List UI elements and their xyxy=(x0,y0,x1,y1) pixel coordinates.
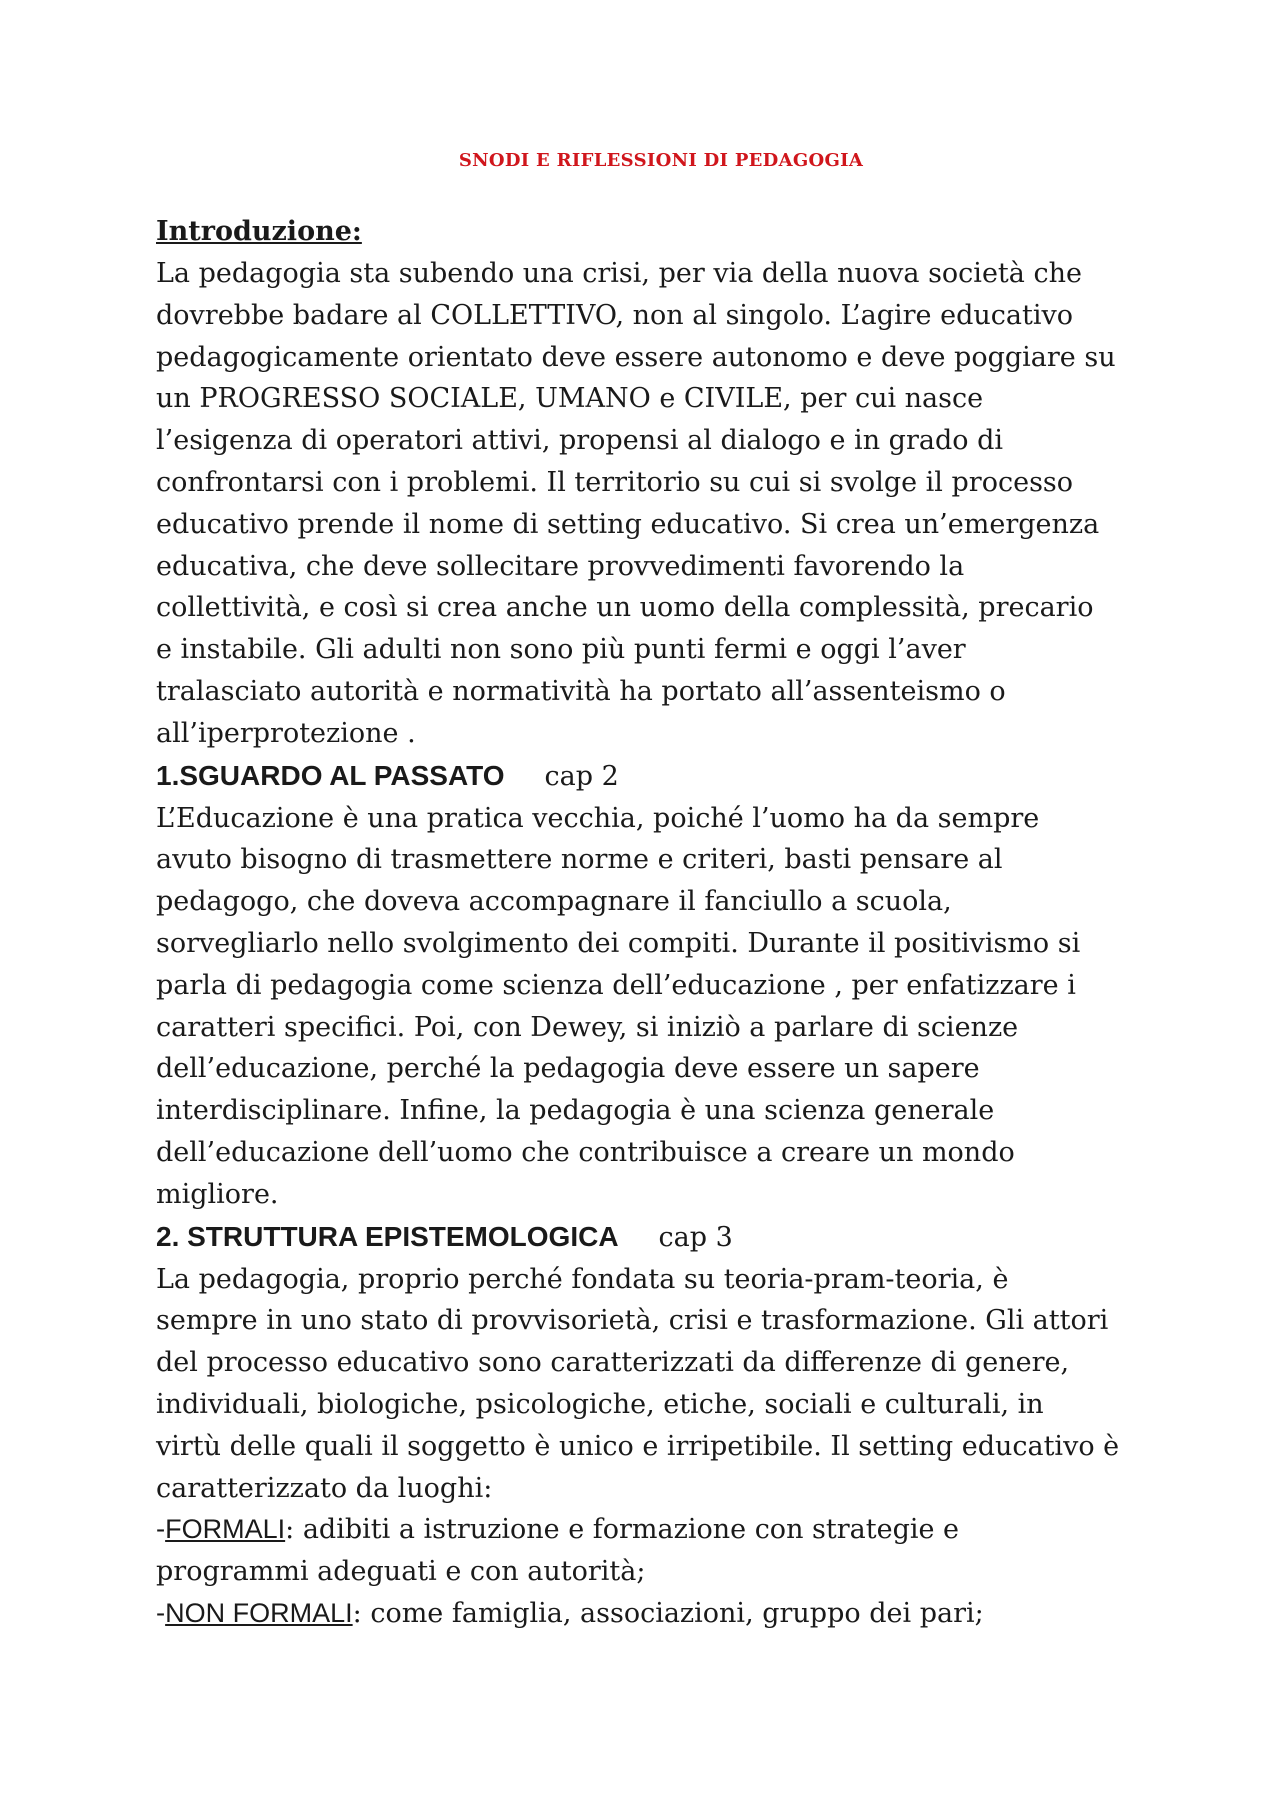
paragraph-line: sorvegliarlo nello svolgimento dei compiti. Durante il positivismo si xyxy=(156,927,1081,959)
intro-heading: Introduzione: xyxy=(156,216,362,247)
paragraph-line: La pedagogia sta subendo una crisi, per via della nuova società che xyxy=(156,258,1082,289)
paragraph-line: confrontarsi con i problemi. Il territorio su cui si svolge il processo xyxy=(156,466,1074,498)
list-item-formali xyxy=(156,1509,1196,1593)
paragraph-line: virtù delle quali il soggetto è unico e irripetibile. Il setting educativo è xyxy=(156,1430,1120,1462)
paragraph-line: interdisciplinare. Infine, la pedagogia è una scienza generale xyxy=(156,1095,995,1127)
document-page xyxy=(156,150,1196,1635)
section-heading xyxy=(156,1216,1196,1259)
section-title: 1.SGUARDO AL PASSATO xyxy=(156,759,505,791)
paragraph-line: all’iperprotezione . xyxy=(156,717,416,749)
section-paragraph xyxy=(156,1259,1196,1510)
intro-section xyxy=(156,211,1196,755)
list-prefix: - xyxy=(156,1514,166,1546)
list-item-line xyxy=(156,1509,1196,1551)
chapter-reference: cap 3 xyxy=(658,1221,733,1253)
paragraph-line: individuali, biologiche, psicologiche, etiche, sociali e culturali, in xyxy=(156,1388,1044,1420)
list-item-line xyxy=(156,1593,1196,1635)
section-heading xyxy=(156,755,1196,798)
paragraph-line: tralasciato autorità e normatività ha portato all’assenteismo o xyxy=(156,675,1006,707)
paragraph-line: educativa, che deve sollecitare provvedimenti favorendo la xyxy=(156,550,965,582)
section-title: 2. STRUTTURA EPISTEMOLOGICA xyxy=(156,1220,619,1252)
paragraph-line: migliore. xyxy=(156,1178,279,1210)
paragraph-line: pedagogo, che doveva accompagnare il fanciullo a scuola, xyxy=(156,886,952,918)
paragraph-line: dell’educazione, perché la pedagogia deve essere un sapere xyxy=(156,1053,980,1085)
paragraph-line: pedagogicamente orientato deve essere autonomo e deve poggiare su xyxy=(156,341,1116,373)
paragraph-line: collettività, e così si crea anche un uomo della complessità, precario xyxy=(156,592,1094,624)
document-title: SNODI E RIFLESSIONI DI PEDAGOGIA xyxy=(458,150,864,171)
paragraph-line: educativo prende il nome di setting educativo. Si crea un’emergenza xyxy=(156,508,1100,540)
list-term: FORMALI xyxy=(165,1514,286,1545)
section-paragraph xyxy=(156,798,1196,1216)
paragraph-line: dovrebbe badare al COLLETTIVO, non al singolo. L’agire educativo xyxy=(156,299,1073,331)
paragraph-line: sempre in uno stato di provvisorietà, crisi e trasformazione. Gli attori xyxy=(156,1305,1109,1337)
paragraph-line: parla di pedagogia come scienza dell’educazione , per enfatizzare i xyxy=(156,969,1076,1001)
paragraph-line: del processo educativo sono caratterizzati da differenze di genere, xyxy=(156,1347,1070,1379)
paragraph-line: un PROGRESSO SOCIALE, UMANO e CIVILE, per cui nasce xyxy=(156,383,984,415)
list-item-non-formali xyxy=(156,1593,1196,1635)
paragraph-line: avuto bisogno di trasmettere norme e criteri, basti pensare al xyxy=(156,844,1003,876)
paragraph-line: e instabile. Gli adulti non sono più punti fermi e oggi l’aver xyxy=(156,634,966,666)
chapter-reference: cap 2 xyxy=(544,760,619,792)
paragraph-line: La pedagogia, proprio perché fondata su teoria-pram-teoria, è xyxy=(156,1263,1009,1295)
section-struttura-epistemologica xyxy=(156,1216,1196,1635)
list-term: NON FORMALI xyxy=(165,1597,353,1628)
section-sguardo-al-passato xyxy=(156,755,1196,1216)
paragraph-line: caratterizzato da luoghi: xyxy=(156,1472,493,1504)
list-text: : adibiti a istruzione e formazione con strategie e xyxy=(285,1514,960,1546)
intro-paragraph xyxy=(156,253,1196,755)
paragraph-line: caratteri specifici. Poi, con Dewey, si iniziò a parlare di scienze xyxy=(156,1011,1019,1043)
paragraph-line: dell’educazione dell’uomo che contribuisce a creare un mondo xyxy=(156,1136,1015,1168)
paragraph-line: l’esigenza di operatori attivi, propensi al dialogo e in grado di xyxy=(156,425,1003,457)
list-item-line: programmi adeguati e con autorità; xyxy=(156,1556,646,1588)
list-prefix: - xyxy=(156,1597,166,1629)
list-text: : come famiglia, associazioni, gruppo dei pari; xyxy=(352,1597,984,1629)
paragraph-line: L’Educazione è una pratica vecchia, poiché l’uomo ha da sempre xyxy=(156,802,1040,834)
